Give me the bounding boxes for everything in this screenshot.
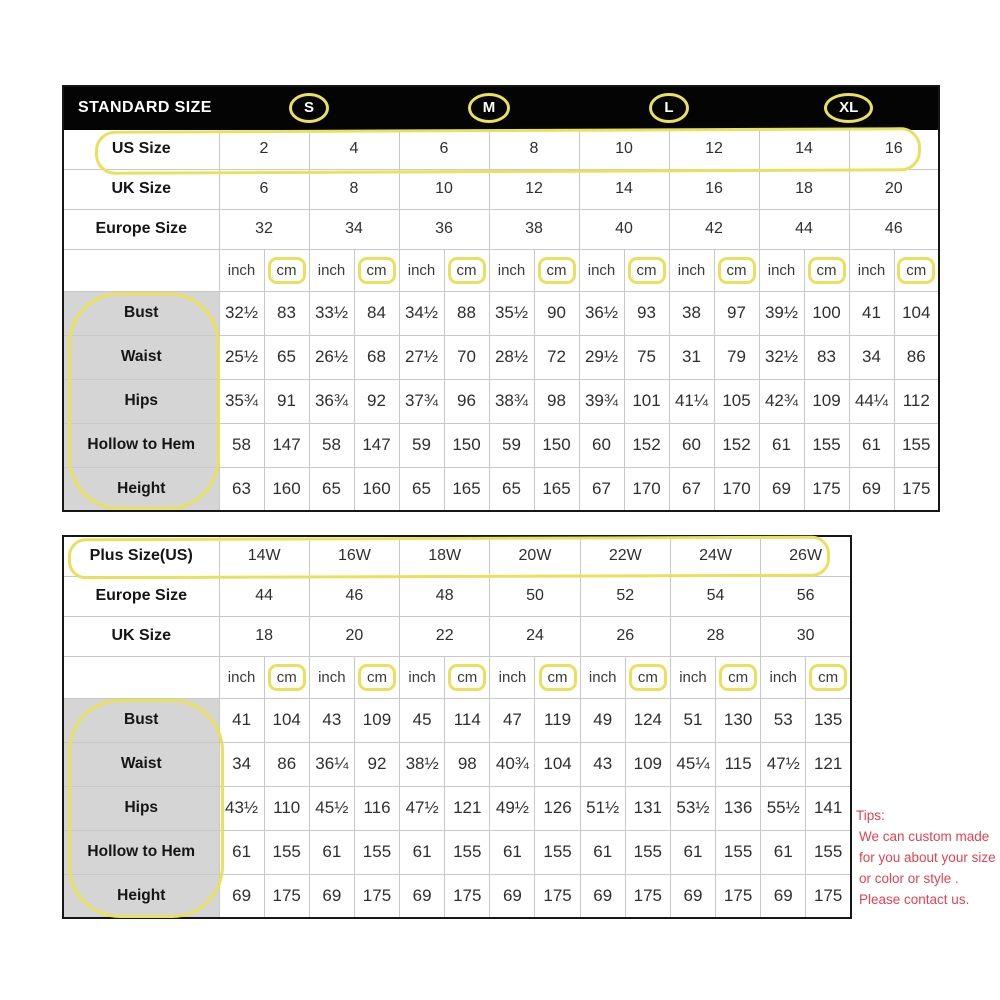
measurement-value-cell: 105 [714,379,759,423]
measurement-value-cell: 34 [849,335,894,379]
size-value-cell: 38 [489,209,579,249]
measurement-value-cell: 47 [490,698,535,742]
measurement-value-cell: 155 [354,830,399,874]
unit-cell [806,656,851,698]
unit-cell: inch [669,249,714,291]
plus-size-chart [62,535,852,919]
measurement-value-cell: 33½ [309,291,354,335]
measurement-value-cell: 69 [219,874,264,918]
size-value-cell: 54 [670,576,760,616]
measurement-value-cell: 175 [804,467,849,511]
measurement-value-cell: 98 [445,742,490,786]
measurement-value-cell: 58 [219,423,264,467]
unit-cell: inch [761,656,806,698]
size-group-cell [579,86,759,129]
plus-size-table [62,535,852,919]
measurement-value-cell: 83 [264,291,309,335]
measurement-value-cell: 61 [580,830,625,874]
measurement-value-cell: 160 [354,467,399,511]
measurement-value-cell: 101 [624,379,669,423]
chart-title: STANDARD SIZE [63,86,219,129]
tips-line: We can custom made [859,829,990,844]
unit-row-label [63,249,219,291]
measurement-value-cell: 175 [535,874,580,918]
measurement-value-cell: 165 [444,467,489,511]
measurement-value-cell: 60 [669,423,714,467]
measurement-value-cell: 44¼ [849,379,894,423]
measurement-value-cell: 61 [400,830,445,874]
cm-unit-highlight: cm [719,664,757,691]
measurement-value-cell: 63 [219,467,264,511]
unit-cell [535,656,580,698]
unit-cell: inch [489,249,534,291]
unit-cell [444,249,489,291]
measurement-value-cell: 93 [624,291,669,335]
measurement-value-cell: 35½ [489,291,534,335]
measurement-value-cell: 90 [534,291,579,335]
measurement-value-cell: 68 [354,335,399,379]
size-value-cell: 14 [579,169,669,209]
measurement-value-cell: 36½ [579,291,624,335]
row-label: Europe Size [63,576,219,616]
size-group-cell [759,86,939,129]
measurement-value-cell: 91 [264,379,309,423]
measurement-value-cell: 92 [354,379,399,423]
unit-cell: inch [309,656,354,698]
unit-cell [264,656,309,698]
measurement-label: Height [63,467,219,511]
measurement-value-cell: 65 [489,467,534,511]
measurement-label: Hollow to Hem [63,830,219,874]
measurement-value-cell: 61 [670,830,715,874]
measurement-value-cell: 69 [400,874,445,918]
measurement-value-cell: 150 [534,423,579,467]
measurement-value-cell: 110 [264,786,309,830]
row-label: US Size [63,129,219,169]
measurement-value-cell: 72 [534,335,579,379]
cm-unit-highlight: cm [629,664,667,691]
unit-cell [264,249,309,291]
size-value-cell: 10 [579,129,669,169]
measurement-value-cell: 39¾ [579,379,624,423]
measurement-value-cell: 119 [535,698,580,742]
measurement-value-cell: 112 [894,379,939,423]
size-value-cell: 46 [309,576,399,616]
measurement-value-cell: 39½ [759,291,804,335]
unit-cell: inch [490,656,535,698]
tips-title: Tips: [856,808,885,823]
measurement-value-cell: 36¾ [309,379,354,423]
measurement-value-cell: 155 [625,830,670,874]
measurement-value-cell: 69 [490,874,535,918]
size-value-cell: 6 [399,129,489,169]
measurement-value-cell: 41 [219,698,264,742]
measurement-value-cell: 92 [354,742,399,786]
measurement-value-cell: 160 [264,467,309,511]
measurement-value-cell: 61 [490,830,535,874]
size-group-badge-m: M [468,93,511,123]
size-value-cell: 10 [399,169,489,209]
measurement-label: Hollow to Hem [63,423,219,467]
measurement-value-cell: 61 [219,830,264,874]
cm-unit-highlight: cm [268,257,306,284]
measurement-value-cell: 43 [580,742,625,786]
measurement-value-cell: 34½ [399,291,444,335]
size-value-cell: 26W [761,536,851,576]
measurement-value-cell: 98 [534,379,579,423]
size-value-cell: 18 [759,169,849,209]
cm-unit-highlight: cm [539,664,577,691]
size-group-cell [219,86,399,129]
measurement-value-cell: 37¾ [399,379,444,423]
measurement-value-cell: 67 [579,467,624,511]
measurement-value-cell: 38½ [400,742,445,786]
cm-unit-highlight: cm [448,257,486,284]
measurement-value-cell: 61 [309,830,354,874]
unit-cell [624,249,669,291]
measurement-value-cell: 175 [445,874,490,918]
unit-cell [804,249,849,291]
cm-unit-highlight: cm [897,257,935,284]
measurement-value-cell: 38 [669,291,714,335]
size-group-badge-xl: XL [824,93,873,123]
size-value-cell: 22W [580,536,670,576]
cm-unit-highlight: cm [268,664,306,691]
measurement-label: Waist [63,742,219,786]
measurement-value-cell: 49½ [490,786,535,830]
measurement-value-cell: 83 [804,335,849,379]
measurement-value-cell: 104 [535,742,580,786]
tips-line: or color or style . [859,871,959,886]
cm-unit-highlight: cm [358,664,396,691]
measurement-value-cell: 32½ [759,335,804,379]
measurement-value-cell: 28½ [489,335,534,379]
measurement-value-cell: 84 [354,291,399,335]
unit-cell: inch [309,249,354,291]
unit-cell [354,656,399,698]
unit-cell: inch [849,249,894,291]
unit-cell [534,249,579,291]
size-value-cell: 12 [669,129,759,169]
tips-line: for you about your size [859,850,996,865]
size-value-cell: 14 [759,129,849,169]
size-value-cell: 52 [580,576,670,616]
row-label: UK Size [63,169,219,209]
unit-cell [625,656,670,698]
measurement-value-cell: 59 [489,423,534,467]
size-group-badge-l: L [649,93,688,123]
measurement-value-cell: 131 [625,786,670,830]
measurement-value-cell: 45½ [309,786,354,830]
measurement-value-cell: 51 [670,698,715,742]
size-value-cell: 8 [309,169,399,209]
size-value-cell: 14W [219,536,309,576]
measurement-value-cell: 65 [264,335,309,379]
size-value-cell: 44 [759,209,849,249]
measurement-value-cell: 41¼ [669,379,714,423]
unit-cell: inch [759,249,804,291]
measurement-value-cell: 65 [309,467,354,511]
measurement-value-cell: 155 [264,830,309,874]
size-value-cell: 30 [761,616,851,656]
measurement-value-cell: 175 [806,874,851,918]
row-label: Europe Size [63,209,219,249]
size-value-cell: 4 [309,129,399,169]
standard-size-chart [62,85,940,512]
measurement-value-cell: 53 [761,698,806,742]
measurement-value-cell: 175 [625,874,670,918]
measurement-value-cell: 175 [264,874,309,918]
measurement-value-cell: 170 [624,467,669,511]
size-value-cell: 12 [489,169,579,209]
measurement-value-cell: 43 [309,698,354,742]
cm-unit-highlight: cm [358,257,396,284]
measurement-value-cell: 109 [354,698,399,742]
measurement-value-cell: 141 [806,786,851,830]
cm-unit-highlight: cm [538,257,576,284]
measurement-value-cell: 130 [716,698,761,742]
size-value-cell: 2 [219,129,309,169]
size-value-cell: 50 [490,576,580,616]
measurement-value-cell: 155 [445,830,490,874]
measurement-value-cell: 32½ [219,291,264,335]
measurement-value-cell: 114 [445,698,490,742]
measurement-value-cell: 69 [849,467,894,511]
size-value-cell: 16 [669,169,759,209]
size-value-cell: 16W [309,536,399,576]
size-value-cell: 20 [309,616,399,656]
unit-cell: inch [670,656,715,698]
measurement-value-cell: 75 [624,335,669,379]
measurement-value-cell: 115 [716,742,761,786]
measurement-value-cell: 36¼ [309,742,354,786]
measurement-value-cell: 27½ [399,335,444,379]
measurement-value-cell: 86 [894,335,939,379]
measurement-value-cell: 26½ [309,335,354,379]
measurement-label: Bust [63,291,219,335]
measurement-value-cell: 42¾ [759,379,804,423]
measurement-value-cell: 69 [580,874,625,918]
measurement-value-cell: 152 [714,423,759,467]
measurement-label: Hips [63,379,219,423]
size-group-badge-s: S [289,93,329,123]
measurement-value-cell: 45 [400,698,445,742]
measurement-value-cell: 121 [806,742,851,786]
size-value-cell: 46 [849,209,939,249]
measurement-value-cell: 147 [354,423,399,467]
size-value-cell: 48 [400,576,490,616]
measurement-value-cell: 41 [849,291,894,335]
size-value-cell: 28 [670,616,760,656]
measurement-value-cell: 96 [444,379,489,423]
unit-cell [354,249,399,291]
measurement-value-cell: 31 [669,335,714,379]
measurement-value-cell: 35¾ [219,379,264,423]
size-value-cell: 20W [490,536,580,576]
measurement-label: Bust [63,698,219,742]
measurement-value-cell: 155 [806,830,851,874]
size-value-cell: 20 [849,169,939,209]
size-value-cell: 6 [219,169,309,209]
measurement-value-cell: 43½ [219,786,264,830]
measurement-value-cell: 53½ [670,786,715,830]
unit-cell [894,249,939,291]
measurement-value-cell: 60 [579,423,624,467]
measurement-value-cell: 150 [444,423,489,467]
row-label: Plus Size(US) [63,536,219,576]
unit-cell: inch [219,656,264,698]
measurement-value-cell: 109 [625,742,670,786]
size-value-cell: 24 [490,616,580,656]
size-value-cell: 32 [219,209,309,249]
unit-cell: inch [580,656,625,698]
measurement-value-cell: 47½ [400,786,445,830]
measurement-value-cell: 69 [759,467,804,511]
size-value-cell: 24W [670,536,760,576]
measurement-value-cell: 155 [894,423,939,467]
measurement-value-cell: 25½ [219,335,264,379]
measurement-value-cell: 126 [535,786,580,830]
cm-unit-highlight: cm [448,664,486,691]
measurement-value-cell: 155 [716,830,761,874]
measurement-value-cell: 61 [759,423,804,467]
size-group-cell [399,86,579,129]
unit-row-label [63,656,219,698]
measurement-value-cell: 97 [714,291,759,335]
measurement-value-cell: 109 [804,379,849,423]
measurement-value-cell: 124 [625,698,670,742]
measurement-value-cell: 155 [535,830,580,874]
measurement-value-cell: 47½ [761,742,806,786]
measurement-value-cell: 69 [309,874,354,918]
measurement-value-cell: 40¾ [490,742,535,786]
standard-size-table [62,85,940,512]
unit-cell [714,249,759,291]
measurement-value-cell: 65 [399,467,444,511]
measurement-value-cell: 155 [804,423,849,467]
measurement-value-cell: 55½ [761,786,806,830]
size-value-cell: 40 [579,209,669,249]
measurement-value-cell: 45¼ [670,742,715,786]
cm-unit-highlight: cm [808,257,846,284]
size-value-cell: 26 [580,616,670,656]
measurement-value-cell: 135 [806,698,851,742]
measurement-value-cell: 69 [670,874,715,918]
measurement-value-cell: 104 [894,291,939,335]
measurement-value-cell: 88 [444,291,489,335]
measurement-value-cell: 61 [849,423,894,467]
measurement-label: Waist [63,335,219,379]
unit-cell [716,656,761,698]
measurement-value-cell: 70 [444,335,489,379]
measurement-value-cell: 104 [264,698,309,742]
measurement-value-cell: 67 [669,467,714,511]
unit-cell: inch [579,249,624,291]
tips-line: Please contact us. [859,892,970,907]
size-value-cell: 56 [761,576,851,616]
measurement-value-cell: 152 [624,423,669,467]
measurement-label: Height [63,874,219,918]
measurement-value-cell: 121 [445,786,490,830]
size-value-cell: 22 [400,616,490,656]
measurement-value-cell: 165 [534,467,579,511]
unit-cell: inch [400,656,445,698]
measurement-value-cell: 34 [219,742,264,786]
measurement-label: Hips [63,786,219,830]
measurement-value-cell: 170 [714,467,759,511]
size-value-cell: 18 [219,616,309,656]
measurement-value-cell: 79 [714,335,759,379]
measurement-value-cell: 175 [716,874,761,918]
size-value-cell: 44 [219,576,309,616]
tips-note [856,805,998,910]
measurement-value-cell: 116 [354,786,399,830]
measurement-value-cell: 38¾ [489,379,534,423]
measurement-value-cell: 100 [804,291,849,335]
measurement-value-cell: 51½ [580,786,625,830]
cm-unit-highlight: cm [628,257,666,284]
unit-cell: inch [219,249,264,291]
measurement-value-cell: 175 [894,467,939,511]
measurement-value-cell: 147 [264,423,309,467]
size-value-cell: 16 [849,129,939,169]
unit-cell: inch [399,249,444,291]
measurement-value-cell: 29½ [579,335,624,379]
measurement-value-cell: 69 [761,874,806,918]
measurement-value-cell: 175 [354,874,399,918]
size-value-cell: 36 [399,209,489,249]
cm-unit-highlight: cm [718,257,756,284]
measurement-value-cell: 136 [716,786,761,830]
row-label: UK Size [63,616,219,656]
cm-unit-highlight: cm [809,664,847,691]
size-value-cell: 18W [400,536,490,576]
measurement-value-cell: 59 [399,423,444,467]
unit-cell [445,656,490,698]
measurement-value-cell: 61 [761,830,806,874]
measurement-value-cell: 58 [309,423,354,467]
measurement-value-cell: 49 [580,698,625,742]
measurement-value-cell: 86 [264,742,309,786]
size-value-cell: 42 [669,209,759,249]
size-value-cell: 8 [489,129,579,169]
size-value-cell: 34 [309,209,399,249]
